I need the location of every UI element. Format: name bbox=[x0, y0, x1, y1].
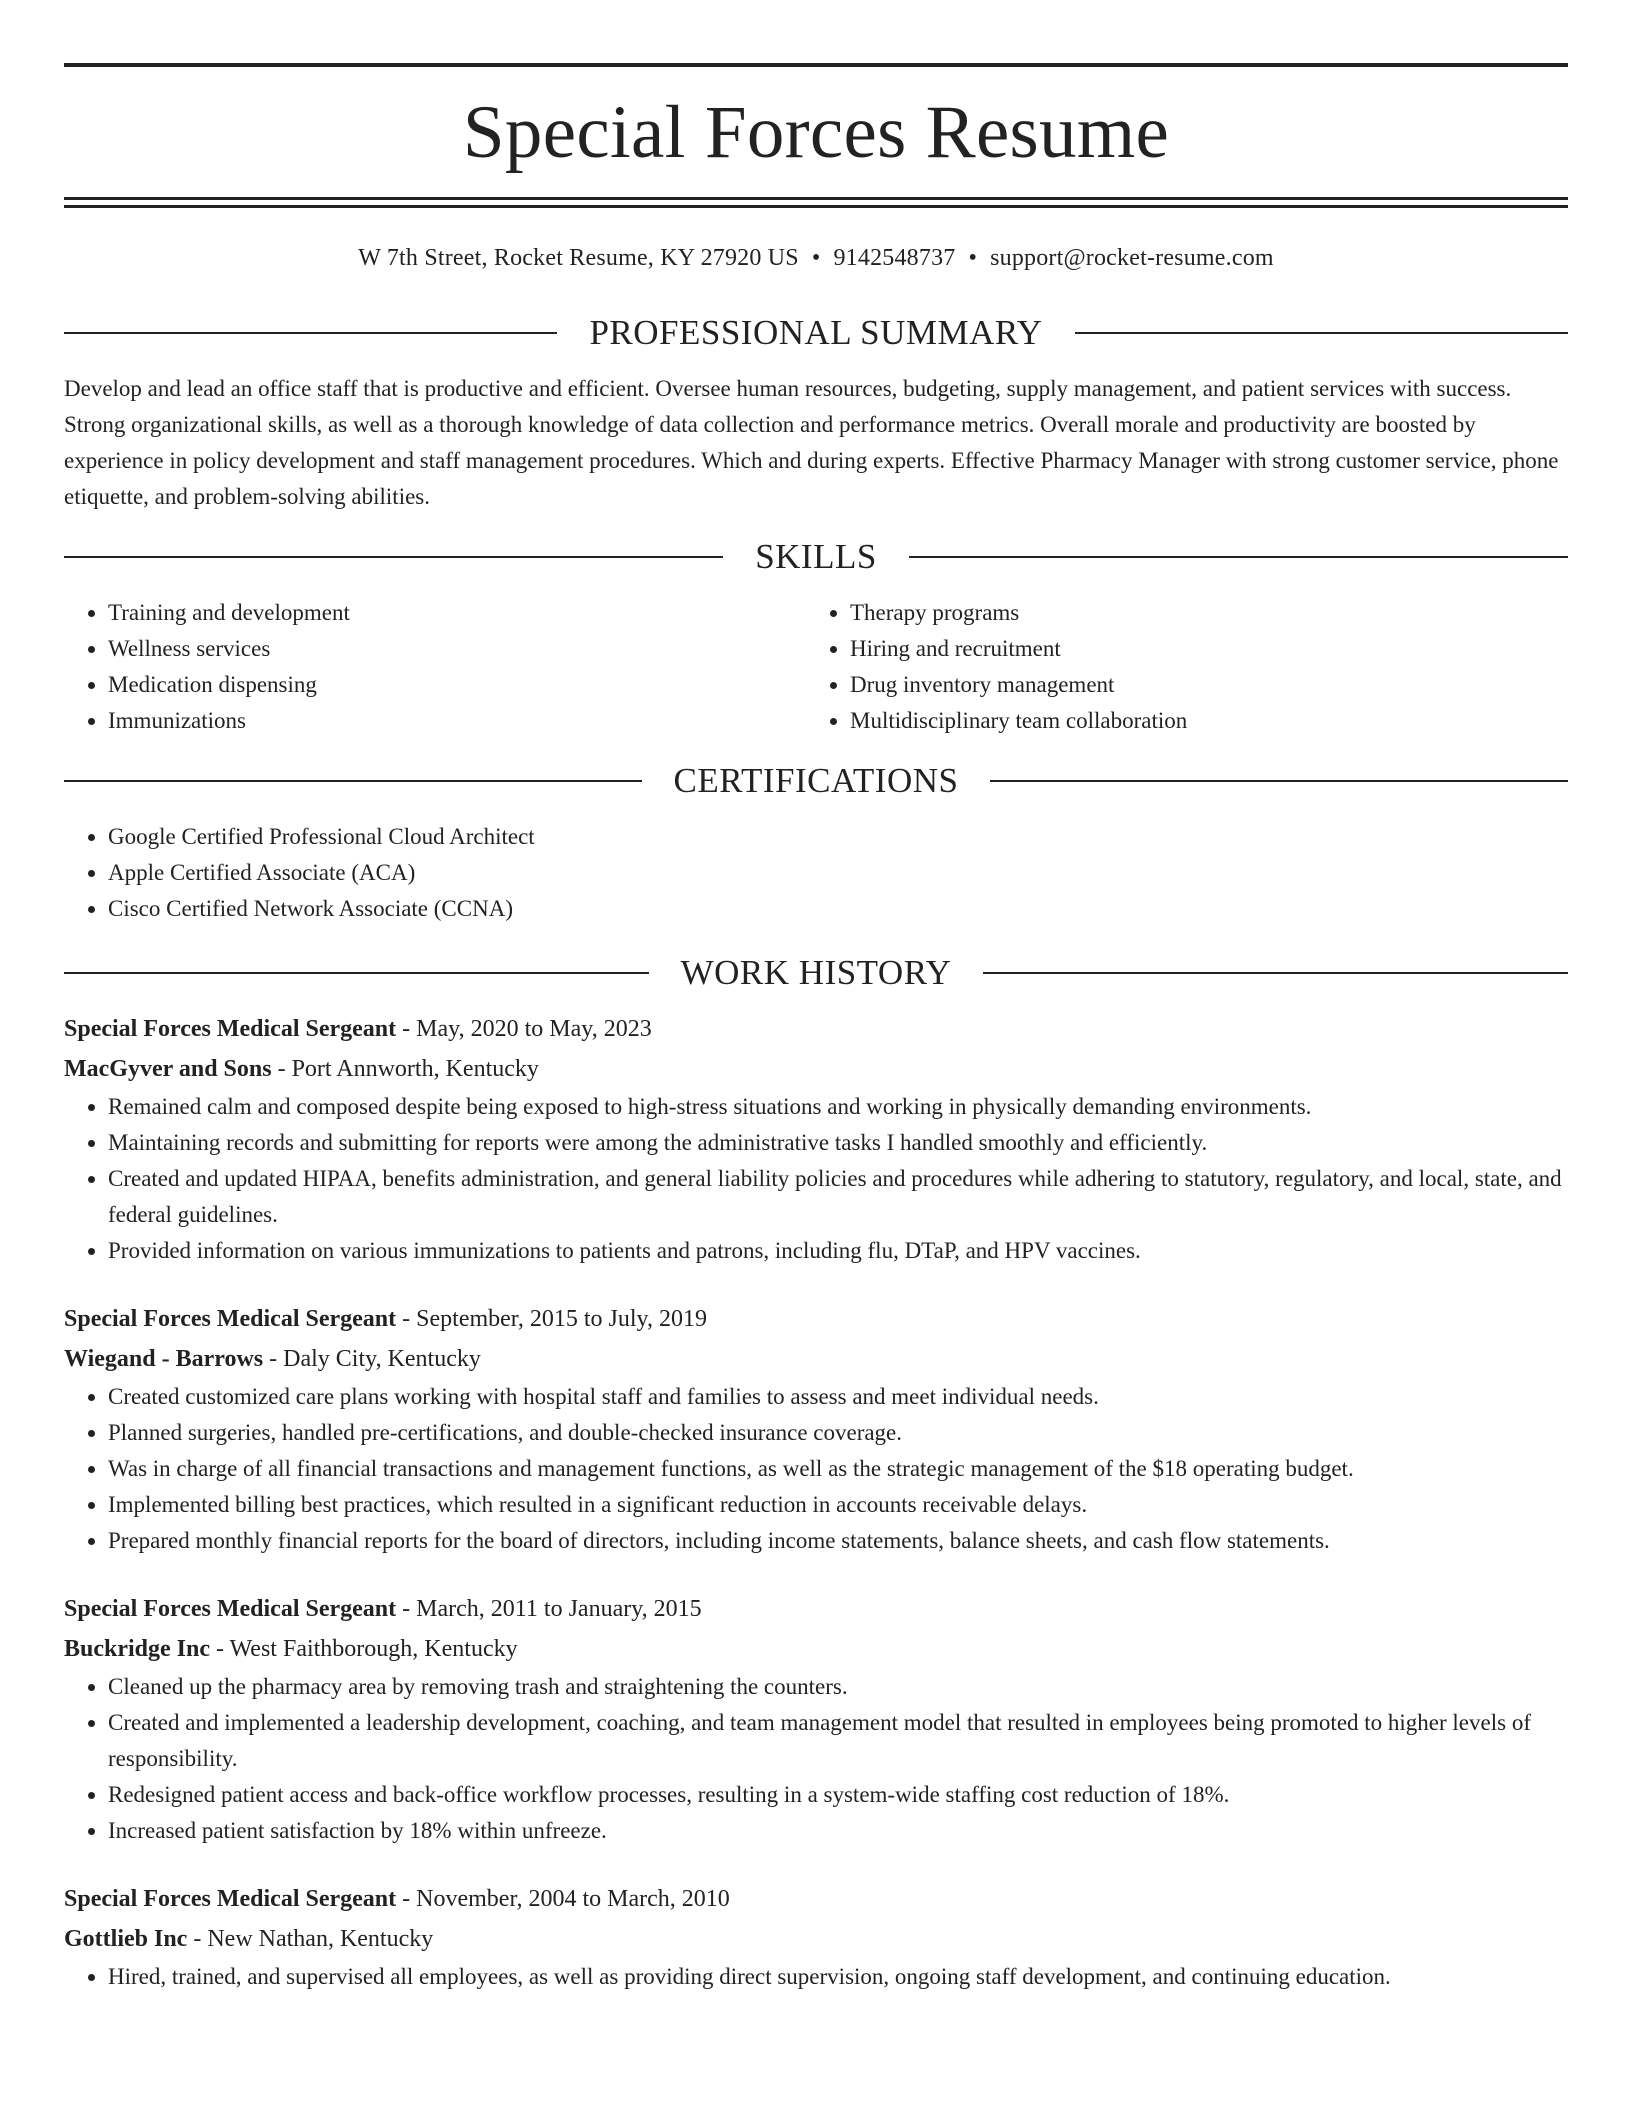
skills-column-right bbox=[806, 595, 1548, 739]
job-bullet: • Hired, trained, and supervised all employees, as well as providing direct supervision, ongoing staff development, and continuing education. bbox=[108, 1959, 1568, 1995]
job-title: Special Forces Medical Sergeant bbox=[64, 1596, 397, 1622]
resume-content bbox=[64, 0, 1568, 1995]
job-title-line bbox=[64, 1299, 1568, 1339]
contact-separator: • bbox=[811, 245, 821, 271]
job-bullets bbox=[64, 1379, 1568, 1559]
job-dates: November, 2004 to March, 2010 bbox=[416, 1886, 730, 1912]
job-dash: - bbox=[396, 1596, 417, 1622]
job-company: Wiegand - Barrows bbox=[64, 1346, 264, 1372]
job-title-line bbox=[64, 1879, 1568, 1919]
contact-phone: 9142548737 bbox=[833, 245, 956, 271]
job-bullet: • Created customized care plans working with hospital staff and families to assess and meet individual needs. bbox=[108, 1379, 1568, 1415]
top-rule bbox=[64, 63, 1568, 67]
job-title: Special Forces Medical Sergeant bbox=[64, 1886, 397, 1912]
job-bullet: • Created and updated HIPAA, benefits administration, and general liability policies and procedures while adhering to statutory, regulatory, and local, state, and federal guidelines. bbox=[108, 1161, 1568, 1233]
heading-rule-left bbox=[64, 972, 649, 974]
job-bullet: • Cleaned up the pharmacy area by removing trash and straightening the counters. bbox=[108, 1669, 1568, 1705]
heading-rule-left bbox=[64, 556, 723, 558]
heading-rule-right bbox=[909, 556, 1568, 558]
skill-item: • Medication dispensing bbox=[108, 667, 806, 703]
job-dates: March, 2011 to January, 2015 bbox=[416, 1596, 702, 1622]
summary-text: Develop and lead an office staff that is productive and efficient. Oversee human resources, budgeting, supply management, and patient services with success. Strong organizational skills, as well as a thorough knowledge of data collection and performance metrics. Overall morale and productivity are boosted by experience in policy development and staff management procedures. Which and during experts. Effective Pharmacy Manager with strong customer service, phone etiquette, and problem-solving abilities. bbox=[64, 376, 1559, 509]
job-dash: - bbox=[396, 1886, 417, 1912]
summary-heading: PROFESSIONAL SUMMARY bbox=[589, 313, 1043, 352]
certifications-heading-row bbox=[64, 757, 1568, 805]
job-bullet: • Redesigned patient access and back-office workflow processes, resulting in a system-wide staffing cost reduction of 18%. bbox=[108, 1777, 1568, 1813]
job-location: West Faithborough, Kentucky bbox=[229, 1636, 518, 1662]
job-bullets bbox=[64, 1669, 1568, 1849]
job-bullet: • Provided information on various immunizations to patients and patrons, including flu, DTaP, and HPV vaccines. bbox=[108, 1233, 1568, 1269]
heading-rule-right bbox=[983, 972, 1568, 974]
job-location: Port Annworth, Kentucky bbox=[291, 1056, 539, 1082]
job-entry bbox=[64, 1879, 1568, 1995]
job-company-line bbox=[64, 1339, 1568, 1379]
job-bullet: • Implemented billing best practices, which resulted in a significant reduction in accounts receivable delays. bbox=[108, 1487, 1568, 1523]
contact-line bbox=[64, 242, 1568, 274]
job-bullet: • Remained calm and composed despite being exposed to high-stress situations and working in physically demanding environments. bbox=[108, 1089, 1568, 1125]
job-bullets bbox=[64, 1089, 1568, 1269]
certifications-list bbox=[64, 819, 1568, 927]
job-bullet: • Maintaining records and submitting for reports were among the administrative tasks I handled smoothly and efficiently. bbox=[108, 1125, 1568, 1161]
job-dash: - bbox=[396, 1306, 417, 1332]
job-entry bbox=[64, 1299, 1568, 1559]
job-dates: May, 2020 to May, 2023 bbox=[416, 1016, 652, 1042]
job-location: New Nathan, Kentucky bbox=[207, 1926, 434, 1952]
skills-list bbox=[64, 595, 1568, 739]
certification-item: • Apple Certified Associate (ACA) bbox=[108, 855, 1568, 891]
certification-item: • Google Certified Professional Cloud Architect bbox=[108, 819, 1568, 855]
contact-email: support@rocket-resume.com bbox=[990, 245, 1274, 271]
job-bullet: • Was in charge of all financial transactions and management functions, as well as the strategic management of the $18 operating budget. bbox=[108, 1451, 1568, 1487]
skill-item: • Therapy programs bbox=[850, 595, 1548, 631]
job-company: MacGyver and Sons bbox=[64, 1056, 272, 1082]
job-dates: September, 2015 to July, 2019 bbox=[416, 1306, 707, 1332]
work-heading: WORK HISTORY bbox=[680, 953, 952, 992]
contact-separator: • bbox=[968, 245, 978, 271]
job-bullets bbox=[64, 1959, 1568, 1995]
resume-title: Special Forces Resume bbox=[462, 91, 1170, 174]
job-entry bbox=[64, 1009, 1568, 1269]
summary-heading-row bbox=[64, 309, 1568, 357]
job-bullet: • Prepared monthly financial reports for the board of directors, including income statements, balance sheets, and cash flow statements. bbox=[108, 1523, 1568, 1559]
job-dash: - bbox=[187, 1926, 208, 1952]
job-company: Buckridge Inc bbox=[64, 1636, 211, 1662]
contact-address: W 7th Street, Rocket Resume, KY 27920 US bbox=[358, 245, 799, 271]
heading-rule-left bbox=[64, 332, 557, 334]
job-bullet: • Created and implemented a leadership development, coaching, and team management model that resulted in employees being promoted to higher levels of responsibility. bbox=[108, 1705, 1568, 1777]
job-dash: - bbox=[396, 1016, 417, 1042]
skills-column-left bbox=[64, 595, 806, 739]
job-bullet: • Increased patient satisfaction by 18% within unfreeze. bbox=[108, 1813, 1568, 1849]
job-dash: - bbox=[271, 1056, 292, 1082]
job-location: Daly City, Kentucky bbox=[283, 1346, 481, 1372]
job-dash: - bbox=[263, 1346, 284, 1372]
skill-item: • Immunizations bbox=[108, 703, 806, 739]
skills-heading-row bbox=[64, 533, 1568, 581]
heading-rule-left bbox=[64, 780, 642, 782]
title-double-rule bbox=[64, 197, 1568, 208]
certifications-heading: CERTIFICATIONS bbox=[673, 761, 959, 800]
skill-item: • Multidisciplinary team collaboration bbox=[850, 703, 1548, 739]
job-company-line bbox=[64, 1049, 1568, 1089]
work-heading-row bbox=[64, 949, 1568, 997]
job-bullet: • Planned surgeries, handled pre-certifications, and double-checked insurance coverage. bbox=[108, 1415, 1568, 1451]
skill-item: • Hiring and recruitment bbox=[850, 631, 1548, 667]
job-dash: - bbox=[210, 1636, 230, 1662]
job-company-line bbox=[64, 1629, 1568, 1669]
heading-rule-right bbox=[1075, 332, 1568, 334]
skill-item: • Wellness services bbox=[108, 631, 806, 667]
skills-heading: SKILLS bbox=[755, 537, 877, 576]
job-company-line bbox=[64, 1919, 1568, 1959]
skill-item: • Training and development bbox=[108, 595, 806, 631]
heading-rule-right bbox=[990, 780, 1568, 782]
skill-item: • Drug inventory management bbox=[850, 667, 1548, 703]
job-entry bbox=[64, 1589, 1568, 1849]
job-title: Special Forces Medical Sergeant bbox=[64, 1016, 397, 1042]
job-title: Special Forces Medical Sergeant bbox=[64, 1306, 397, 1332]
job-company: Gottlieb Inc bbox=[64, 1926, 188, 1952]
job-title-line bbox=[64, 1009, 1568, 1049]
certification-item: • Cisco Certified Network Associate (CCNA) bbox=[108, 891, 1568, 927]
job-title-line bbox=[64, 1589, 1568, 1629]
